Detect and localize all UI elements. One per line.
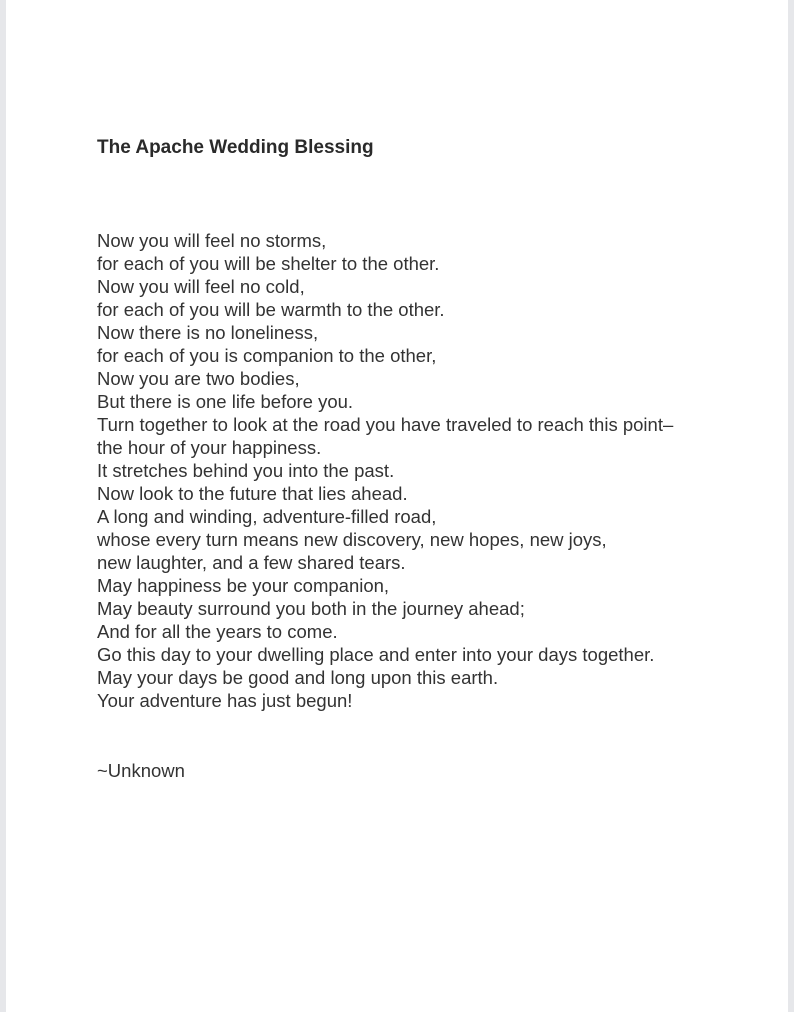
poem-line: It stretches behind you into the past. (97, 460, 395, 481)
poem-line: Go this day to your dwelling place and enter into your days together. (97, 644, 655, 665)
document-page (6, 0, 788, 1012)
poem-line: Now you are two bodies, (97, 368, 300, 389)
poem-line: And for all the years to come. (97, 621, 338, 642)
poem-line: for each of you will be shelter to the other. (97, 253, 440, 274)
poem-line: Your adventure has just begun! (97, 690, 353, 711)
poem-line: Turn together to look at the road you have traveled to reach this point– (97, 414, 674, 435)
poem-line: Now you will feel no storms, (97, 230, 327, 251)
poem-line: But there is one life before you. (97, 391, 354, 412)
poem-line: new laughter, and a few shared tears. (97, 552, 406, 573)
poem-line: whose every turn means new discovery, new hopes, new joys, (97, 529, 607, 550)
poem-line: Now there is no loneliness, (97, 322, 319, 343)
poem-line: May your days be good and long upon this earth. (97, 667, 499, 688)
poem-body (97, 229, 673, 712)
poem-line: for each of you is companion to the other, (97, 345, 437, 366)
poem-attribution: ~Unknown (97, 760, 185, 781)
poem-line: May happiness be your companion, (97, 575, 390, 596)
poem-title: The Apache Wedding Blessing (97, 137, 374, 158)
poem-line: May beauty surround you both in the journey ahead; (97, 598, 525, 619)
poem-line: for each of you will be warmth to the other. (97, 299, 445, 320)
poem-line: the hour of your happiness. (97, 437, 322, 458)
poem-line: Now you will feel no cold, (97, 276, 305, 297)
poem-line: Now look to the future that lies ahead. (97, 483, 408, 504)
poem-line: A long and winding, adventure-filled road, (97, 506, 437, 527)
